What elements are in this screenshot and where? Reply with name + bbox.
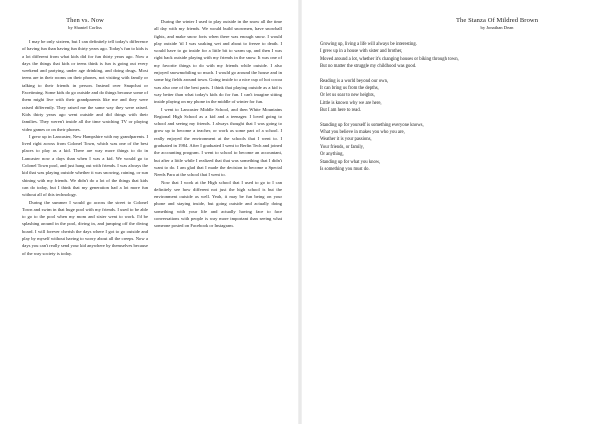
poem-stanza	[320, 78, 570, 115]
essay-paragraph: I went to Lancaster Middle School, and then White Mountains Regional High School as a kid and a teenager. I loved going to school and seeing my friends. I always thought that I was going to grow up to become a teacher, or work as some part of a school. I really enjoyed the environment at the schools that I went to. I graduated in 1984. After I graduated I went to Berlin Tech and joined the accounting program. I went to school to become an accountant, but after a little while I realized that that was something that I didn't want to do. I am glad that I made the decision to become a Special Needs Para at the school that I went to.	[154, 106, 282, 178]
page-gutter	[298, 0, 302, 424]
essay-paragraph: Now that I work at the High school that I used to go to I can definitely see how different not just the high school is but the environment outside as well. Yeah, it may be fun being on your phone and staying inside, but going outside and actually doing something with your life and actually having face to face conversations with people is way more important than seeing what someone posted on Facebook or Instagram.	[154, 179, 282, 229]
essay-paragraph: I may be only sixteen, but I can definitely tell today's difference of having fun than having fun thirty years ago. Today's fun to kids is a lot different from what kids did for fun thirty years ago. Now a days the things that kids or teens think is fun is going out every weekend and partying, under age drinking, and doing drugs. Most teens are in their rooms on their phones, not visiting with family or talking to their friends in person. Instead over Snapchat or Facetiming. Some kids do go outside and do things because some of them might live with their grandparents like me and they were raised differently. They raised me the same way they were raised. Kids thirty years ago went outside and did things with their families. They weren't inside all the time watching TV or playing video games or on their phones.	[22, 39, 148, 132]
poem-line: Moved around a lot, whether it's changing houses or biking through town,	[320, 56, 459, 62]
poem-line: But no matter the struggle my childhood was good.	[320, 64, 417, 70]
right-page	[304, 0, 600, 424]
poem-line: Little is known why we are here,	[320, 100, 382, 106]
poem-line: But I am here to read.	[320, 108, 361, 114]
poem-line: What you believe in makes you who you are,	[320, 130, 405, 136]
poem-line: Reading is a world beyond our own,	[320, 78, 389, 84]
essay-title: Then vs. Now	[66, 17, 104, 24]
essay-column-2	[154, 18, 282, 230]
poem-byline: by Jonathan Dean	[480, 25, 514, 30]
poem-line: Your friends, or family,	[320, 144, 364, 150]
poem-header	[328, 17, 596, 31]
poem-title: The Stanza Of Mildred Brown	[455, 17, 539, 24]
essay-header	[22, 17, 148, 31]
poem-line: I grew up in a house with sister and brother,	[320, 49, 403, 55]
poem-line: Or let us soar to new heights,	[320, 93, 375, 99]
poem-stanza	[320, 41, 570, 71]
poem-line: It can bring us from the depths,	[320, 86, 379, 92]
poem-stanza	[320, 122, 570, 174]
essay-paragraph: During the summer I would go across the street to Colonel Town and swim in that huge pool with my friends. I used to be able to go to the pool when my mom and sister went to work. I'd be splashing around in the pool, diving in, and jumping off the diving board. I will forever cherish the days where I got to go outside and play by myself without having to worry about all the creeps. Now a days you can't really send your kid anywhere by themselves because of the way society is today.	[22, 199, 148, 256]
essay-byline: by Shantel Corliss	[68, 25, 102, 30]
poem-line: Standing up for yourself is something everyone knows,	[320, 122, 424, 128]
essay-paragraph: I grew up in Lancaster, New Hampshire with my grandparents. I lived right across from Colonel Town, which was one of the best places to play as a kid. There are way more things to do in Lancaster now a days than when I was a kid. We would go to Colonel Town pool, and just hang out with friends. I was always the kid that was playing outside whether it was snowing, raining, or sun shining with my friends. We didn't do a lot of the things that kids can do today, but I think that my generation had a lot more fun without all of this technology.	[22, 133, 148, 198]
essay-paragraph: During the winter I used to play outside in the snow all the time all day with my friends. We would build snowmen, have snowball fights, and make snow forts when there was enough snow. I would play outside 'til I was soaking wet and about to freeze to death. I would have to go inside for a little bit to warm up, and then I was right back outside playing with my friends in the snow. It was one of my favorite things to do with my friends while outside. I also enjoyed snowmobiling so much. I would go around the house and in some big fields around town. Going inside to a nice cup of hot cocoa was also one of the best parts. I think that playing outside as a kid is way better than what today's kids do for fun. I can't imagine sitting inside playing on my phone in the middle of winter for fun.	[154, 19, 282, 105]
poem-line: Or anything,	[320, 152, 344, 158]
poem-line: Standing up for what you know,	[320, 159, 381, 165]
poem-line: Is something you must do.	[320, 167, 370, 173]
poem-body	[320, 41, 570, 181]
poem-line: Growing up, living a life will always be interesting.	[320, 42, 417, 47]
left-page	[0, 0, 296, 424]
essay-column-1	[22, 38, 148, 257]
poem-line: Weather it is your passions,	[320, 137, 372, 143]
